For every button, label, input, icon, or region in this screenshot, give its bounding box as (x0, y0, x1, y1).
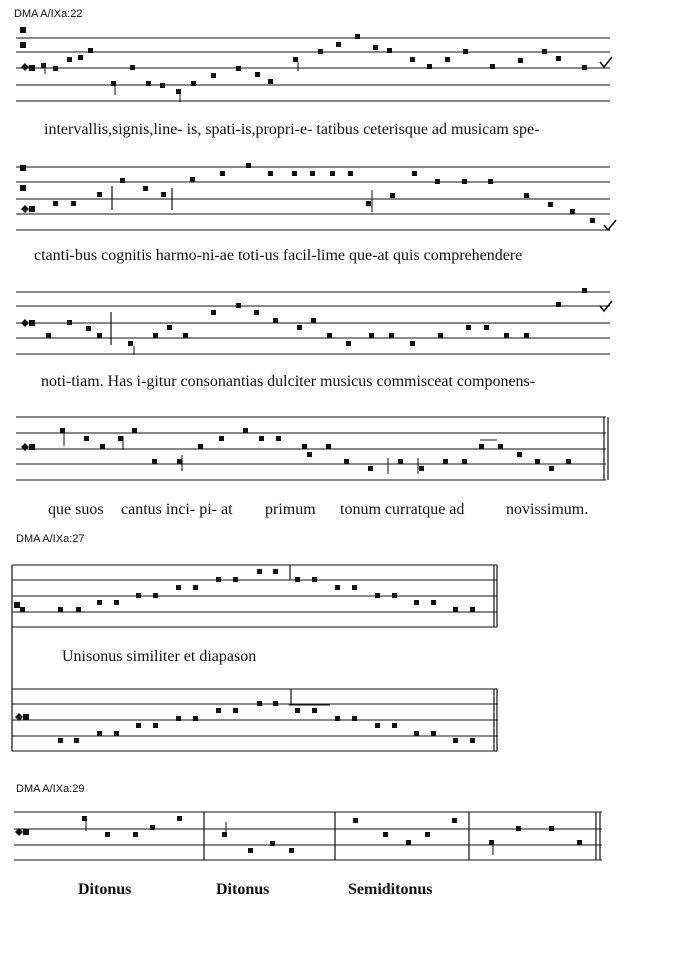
caption-semiditonus: Semiditonus (348, 881, 433, 898)
lyric-word-group-4: tonum curratque ad (340, 501, 465, 518)
lyric-word-group-1: que suos (48, 501, 104, 518)
lyric-line-3: noti-tiam. Has i-gitur consonantias dulciter musicus commisceat componens- (41, 373, 536, 390)
lyric-line-2: ctanti-bus cognitis harmo-ni-ae toti-us facil-lime que-at quis comprehendere (34, 247, 523, 264)
lyric-line-4 (0, 501, 684, 523)
source-label-22: DMA A/IXa:22 (14, 8, 83, 20)
source-label-27: DMA A/IXa:27 (16, 533, 85, 545)
custos-icon (600, 57, 616, 311)
caption-ditonus-2: Ditonus (216, 881, 270, 898)
bar-lines (12, 186, 608, 860)
lyric-word-group-3: primum (265, 501, 316, 518)
lyric-line-1: intervallis,signis,line- is, spati-is,propri-e- tatibus ceterisque ad musicam spe- (44, 121, 540, 138)
lyric-word-group-2: cantus inci- pi- at (121, 501, 233, 518)
caption-ditonus-1: Ditonus (78, 881, 132, 898)
lyric-word-group-5: novissimum. (506, 501, 589, 518)
source-label-29: DMA A/IXa:29 (16, 783, 85, 795)
caption-unisonus: Unisonus similiter et diapason (62, 648, 257, 665)
note-square-icon (20, 34, 595, 853)
